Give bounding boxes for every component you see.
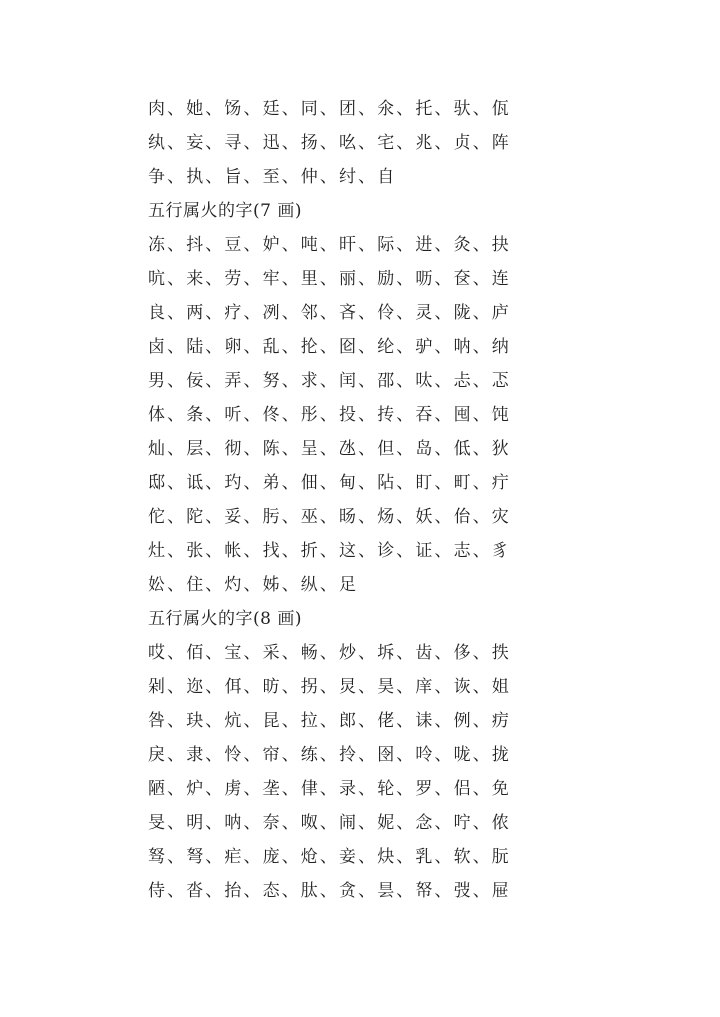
char-line: 哎、佰、宝、采、畅、炒、坼、齿、侈、抶: [148, 643, 511, 663]
char-line: 良、两、疗、冽、邻、吝、伶、灵、陇、庐: [148, 303, 511, 323]
section-continued: [148, 92, 528, 194]
section-heading: 五行属火的字(8 画): [148, 609, 302, 629]
char-line: 戾、隶、怜、帘、练、拎、囹、呤、咙、拢: [148, 745, 511, 765]
char-line: 争、执、旨、至、仲、纣、自: [148, 167, 397, 187]
char-line: 卤、陆、卵、乱、抡、囵、纶、驴、呐、纳: [148, 337, 511, 357]
char-line: 妐、住、灼、姊、纵、足: [148, 575, 359, 595]
char-line: 旻、明、呐、奈、呶、闹、妮、念、咛、侬: [148, 813, 511, 833]
section-heading: 五行属火的字(7 画): [148, 201, 302, 221]
section-7-strokes: [148, 194, 528, 602]
char-line: 邸、诋、玓、弟、佃、甸、阽、盯、町、疔: [148, 473, 511, 493]
char-line: 灶、张、帐、找、折、这、诊、证、志、豸: [148, 541, 511, 561]
char-line: 肉、她、饧、廷、同、团、氽、托、驮、佤: [148, 99, 511, 119]
char-line: 灿、层、彻、陈、呈、氹、但、岛、低、狄: [148, 439, 511, 459]
document-body: [148, 92, 528, 908]
char-line: 吭、来、劳、牢、里、丽、励、呖、奁、连: [148, 269, 511, 289]
section-8-strokes: [148, 602, 528, 908]
char-line: 驽、弩、疟、庞、炝、妾、炔、乳、软、朊: [148, 847, 511, 867]
char-line: 佗、陀、妥、肟、巫、旸、炀、妖、佁、灾: [148, 507, 511, 527]
char-line: 侍、沓、抬、态、肽、贪、昙、帑、弢、屉: [148, 881, 511, 901]
char-line: 剁、迩、佴、昉、拐、炅、昊、庠、诙、姐: [148, 677, 511, 697]
char-line: 咎、玦、炕、昆、拉、郎、佬、诔、例、疠: [148, 711, 511, 731]
char-line: 纨、妄、寻、迅、扬、吆、宅、兆、贞、阵: [148, 133, 511, 153]
char-line: 冻、抖、豆、妒、吨、旰、际、进、灸、抉: [148, 235, 511, 255]
char-line: 陋、炉、虏、垄、侓、录、轮、罗、侣、免: [148, 779, 511, 799]
char-line: 男、佞、弄、努、求、闰、邵、呔、忐、忑: [148, 371, 511, 391]
char-line: 体、条、听、佟、彤、投、抟、吞、囤、饨: [148, 405, 511, 425]
